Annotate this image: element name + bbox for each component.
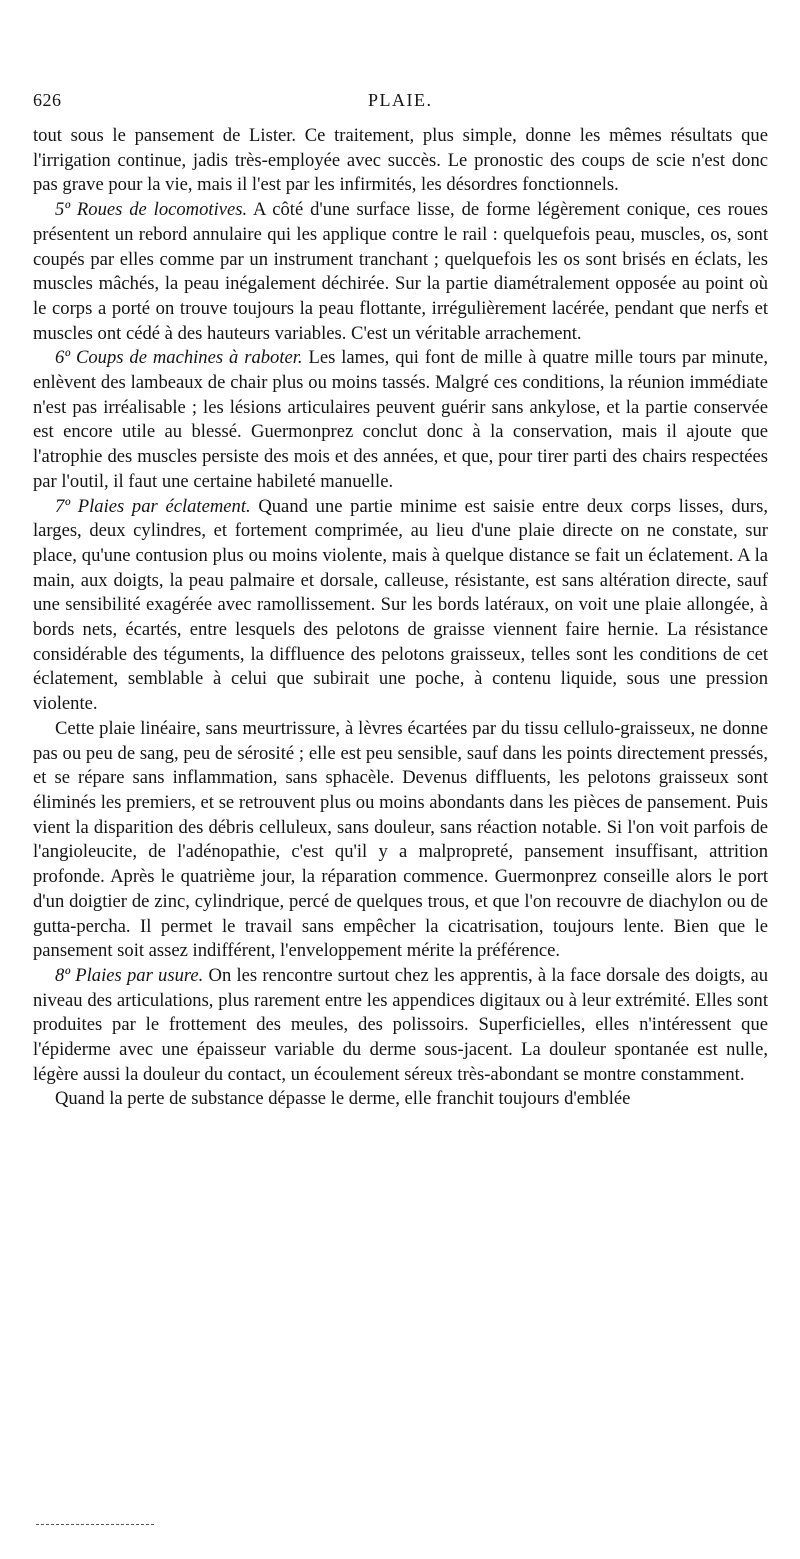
paragraph-text: Quand la perte de substance dépasse le derme, elle franchit toujours d'emblée bbox=[55, 1088, 631, 1110]
paragraph-locomotive-wheels bbox=[33, 198, 768, 346]
section-title-locomotive-wheels: 5º Roues de locomotives. bbox=[55, 199, 248, 221]
footnote-rule bbox=[36, 1524, 154, 1525]
paragraph-bursting-wounds bbox=[33, 495, 768, 717]
paragraph-planing-machines bbox=[33, 346, 768, 494]
section-title-planing-machines: 6º Coups de machines à raboter. bbox=[55, 347, 303, 369]
paragraph-text: Quand une partie minime est saisie entre deux corps lisses, durs, larges, deux cylindres, et fortement comprimée, au lieu d'une plaie directe on ne constate, sur place, qu'une contusion plus ou moins violente, mais à quelque distance se fait un éclatement. A la main, aux doigts, la peau palmaire et dorsale, calleuse, résistante, est sans altération directe, sauf une sensibilité exagérée avec ramollissement. Sur les bords latéraux, on voit une plaie allongée, à bords nets, écartés, entre lesquels des pelotons de graisse viennent faire hernie. La résistance considérable des téguments, la diffluence des pelotons graisseux, telles sont les conditions de cet éclatement, semblable à celui que subirait une poche, à contenu liquide, sous une pression violente. bbox=[33, 495, 768, 715]
paragraph-text: Les lames, qui font de mille à quatre mille tours par minute, enlèvent des lambeaux de chair plus ou moins tassés. Malgré ces conditions, la réunion immédiate n'est pas irréalisable ; les lésions articulaires peuvent guérir sans ankylose, et la partie conservée est encore utile au blessé. Guermonprez conclut donc à la conservation, mais il ajoute que l'atrophie des muscles persiste des mois et des années, et que, pour tirer parti des chairs respectées par l'outil, il faut une certaine habileté manuelle. bbox=[33, 347, 769, 492]
paragraph-loss-of-substance bbox=[33, 1087, 768, 1112]
body-text bbox=[33, 124, 768, 1112]
section-title-wear-wounds: 8º Plaies par usure. bbox=[55, 964, 204, 986]
running-title: PLAIE. bbox=[368, 90, 433, 110]
page-number: 626 bbox=[33, 90, 62, 110]
section-title-bursting-wounds: 7º Plaies par éclatement. bbox=[55, 495, 251, 517]
paragraph-text: tout sous le pansement de Lister. Ce traitement, plus simple, donne les mêmes résultats que l'irrigation continue, jadis très-employée avec succès. Le pronostic des coups de scie n'est donc pas grave pour la vie, mais il l'est par les infirmités, les désordres fonctionnels. bbox=[33, 125, 768, 196]
paragraph-wear-wounds bbox=[33, 964, 768, 1088]
paragraph-text: Cette plaie linéaire, sans meurtrissure, à lèvres écartées par du tissu cellulo-graisseux, ne donne pas ou peu de sang, peu de sérosité ; elle est peu sensible, sauf dans les points directement pressés, et se répare sans inflammation, sans sphacèle. Devenus diffluents, les pelotons graisseux sont éliminés les premiers, et se retrouvent plus ou moins abondants dans les pièces de pansement. Puis vient la disparition des débris celluleux, sans douleur, sans réaction notable. Si l'on voit parfois de l'angioleucite, de l'adénopathie, c'est qu'il y a malpropreté, pansement insuffisant, attrition profonde. Après le quatrième jour, la réparation commence. Guermonprez conseille alors le port d'un doigtier de zinc, cylindrique, percé de quelques trous, et que l'on recouvre de diachylon ou de gutta-percha. Il permet le travail sans empêcher la cicatrisation, toujours lente. Bien que le pansement soit assez indifférent, l'enveloppement mérite la préférence. bbox=[33, 717, 768, 962]
page-header bbox=[33, 86, 768, 116]
paragraph-text: On les rencontre surtout chez les apprentis, à la face dorsale des doigts, au niveau des articulations, plus rarement entre les appendices digitaux ou à leur extrémité. Elles sont produites par le frottement des meules, des polissoirs. Superficielles, elles n'intéressent que l'épiderme avec une épaisseur variable du derme sous-jacent. La douleur spontanée est nulle, légère aussi la douleur du contact, un écoulement séreux très-abondant se montre constamment. bbox=[33, 964, 768, 1085]
paragraph-linear-wound bbox=[33, 717, 768, 964]
paragraph-text: A côté d'une surface lisse, de forme légèrement conique, ces roues présentent un rebord annulaire qui les applique contre le rail : quelquefois peau, muscles, os, sont coupés par elles comme par un instrument tranchant ; quelquefois les os sont brisés en éclats, les muscles mâchés, la peau inégalement déchirée. Sur la partie diamétralement opposée au point où le corps a porté on trouve toujours la peau flottante, irrégulièrement lacérée, pendant que nerfs et muscles ont cédé à des hauteurs variables. C'est un véritable arrachement. bbox=[33, 199, 768, 344]
paragraph-continuation bbox=[33, 124, 768, 198]
